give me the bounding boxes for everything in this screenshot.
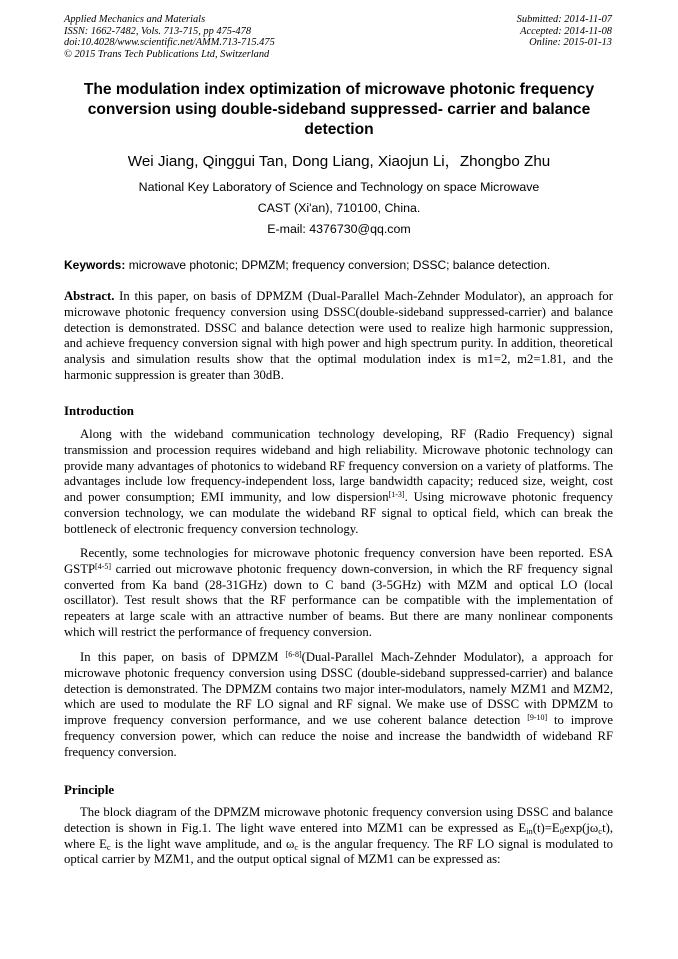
subscript: 0 bbox=[559, 825, 564, 836]
citation-ref: [6-8] bbox=[285, 650, 302, 659]
author-email: E-mail: 4376730@qq.com bbox=[267, 222, 411, 236]
subscript: c bbox=[294, 841, 299, 852]
subscript: c bbox=[598, 825, 603, 836]
paper-title: The modulation index optimization of microwave photonic frequency conversion using double-sideband suppressed- carrier and balance detection bbox=[83, 81, 595, 138]
abstract-label: Abstract. bbox=[64, 289, 115, 303]
citation-ref: [9-10] bbox=[527, 713, 548, 723]
intro-p3-text: In this paper, on basis of DPMZM bbox=[80, 650, 286, 664]
principle-paragraph-1 bbox=[64, 805, 613, 868]
keywords-label: Keywords: bbox=[64, 258, 126, 272]
online-date: Online: 2015-01-13 bbox=[529, 37, 612, 49]
citation-ref: [4-5] bbox=[95, 561, 112, 571]
intro-p1-text-cont: . Using microwave photonic frequency conversion technology, we can modulate the wideband RF signal to optical field, which can break the bottleneck of electronic frequency conversion technology. bbox=[64, 490, 614, 536]
doi-line: doi:10.4028/www.scientific.net/AMM.713-715.475 bbox=[64, 37, 275, 49]
issn-line: ISSN: 1662-7482, Vols. 713-715, pp 475-478 bbox=[64, 25, 252, 37]
principle-text: The block diagram of the DPMZM microwave photonic frequency conversion using DSSC and balance detection is shown in Fig.1. The light wave entered into MZM1 can be expressed as E bbox=[64, 805, 613, 835]
principle-text: is the light wave amplitude, and ω bbox=[110, 836, 295, 851]
section-heading-introduction: Introduction bbox=[64, 404, 134, 418]
accepted-date: Accepted: 2014-11-08 bbox=[520, 25, 612, 37]
intro-p3-text-end: to improve frequency conversion power, which can reduce the noise and increase the bandwidth of wideband RF frequency conversion. bbox=[64, 713, 613, 759]
keywords bbox=[64, 258, 624, 273]
abstract-paragraph bbox=[64, 289, 613, 384]
principle-text: t), where E bbox=[64, 820, 613, 851]
copyright-line: © 2015 Trans Tech Publications Ltd, Switzerland bbox=[64, 48, 270, 60]
intro-p2-text: Recently, some technologies for microwave photonic frequency conversion have been reported. ESA GSTP bbox=[64, 546, 613, 576]
journal-info bbox=[64, 14, 275, 60]
intro-p3-text-cont: (Dual-Parallel Mach-Zehnder Modulator), a approach for microwave photonic frequency conversion using DSSC (double-sideband suppressed-carrier) and balance detection is demonstrated. The DPMZM contains two major inter-modulators, namely MZM1 and MZM2, which are used to modulate the RF LO signal and RF signal. We make use of DSSC with DPMZM to improve frequency conversion performance, and we use coherent balance detection bbox=[64, 650, 614, 728]
journal-name: Applied Mechanics and Materials bbox=[64, 14, 206, 25]
affiliation-line-2: CAST (Xi'an), 710100, China. bbox=[257, 201, 421, 215]
keywords-text: microwave photonic; DPMZM; frequency conversion; DSSC; balance detection. bbox=[125, 258, 551, 272]
subscript: c bbox=[106, 841, 111, 852]
principle-text: exp(jω bbox=[563, 820, 599, 835]
abstract-text: In this paper, on basis of DPMZM (Dual-Parallel Mach-Zehnder Modulator), an approach for microwave photonic frequency conversion using DSSC(double-sideband suppressed-carrier) and balance detection is demonstrated. DSSC and balance detection were used to realize high harmonic suppression, and achieve frequency conversion signal with high power and high spectrum purity. In addition, theoretical analysis and simulation results show that the optimal modulation index is m1=2, m2=1.81, and the harmonic suppression is greater than 30dB. bbox=[64, 289, 613, 382]
submitted-date: Submitted: 2014-11-07 bbox=[516, 14, 612, 25]
principle-text: is the angular frequency. The RF LO signal is modulated to optical carrier by MZM1, and the output optical signal of MZM1 can be expressed as: bbox=[64, 836, 614, 867]
citation-ref: [1-3] bbox=[388, 490, 405, 500]
author-list: Wei Jiang, Qinggui Tan, Dong Liang, Xiaojun Li，Zhongbo Zhu bbox=[127, 153, 551, 170]
subscript: in bbox=[526, 825, 533, 836]
principle-text: (t)=E bbox=[532, 820, 560, 835]
intro-paragraph-2 bbox=[64, 546, 613, 641]
section-heading-principle: Principle bbox=[64, 783, 115, 797]
intro-p2-text-cont: carried out microwave photonic frequency down-conversion, in which the RF frequency signal converted from Ka band (28-31GHz) down to C band (3-5GHz) with MZM and optical LO (local oscillator). Test result shows that the RF performance can be compatible with the implementation of repeaters at large scale with an attractive number of beams. But there are many nonlinear components which will restrict the performance of frequency conversion. bbox=[64, 561, 613, 639]
publication-dates bbox=[517, 14, 612, 49]
intro-paragraph-1 bbox=[64, 427, 613, 538]
intro-p1-text: Along with the wideband communication technology developing, RF (Radio Frequency) signal transmission and procession requires wideband and high reliability. Microwave photonic technology can provide many advantages of photonics to wideband RF frequency conversion on a variety of platforms. The advantages include low frequency-independent loss, large bandwidth capacity; reduced size, weight, cost and power consumption; EMI immunity, and low dispersion bbox=[64, 427, 613, 505]
affiliation-line-1: National Key Laboratory of Science and Technology on space Microwave bbox=[138, 180, 540, 194]
intro-paragraph-3 bbox=[64, 650, 613, 761]
